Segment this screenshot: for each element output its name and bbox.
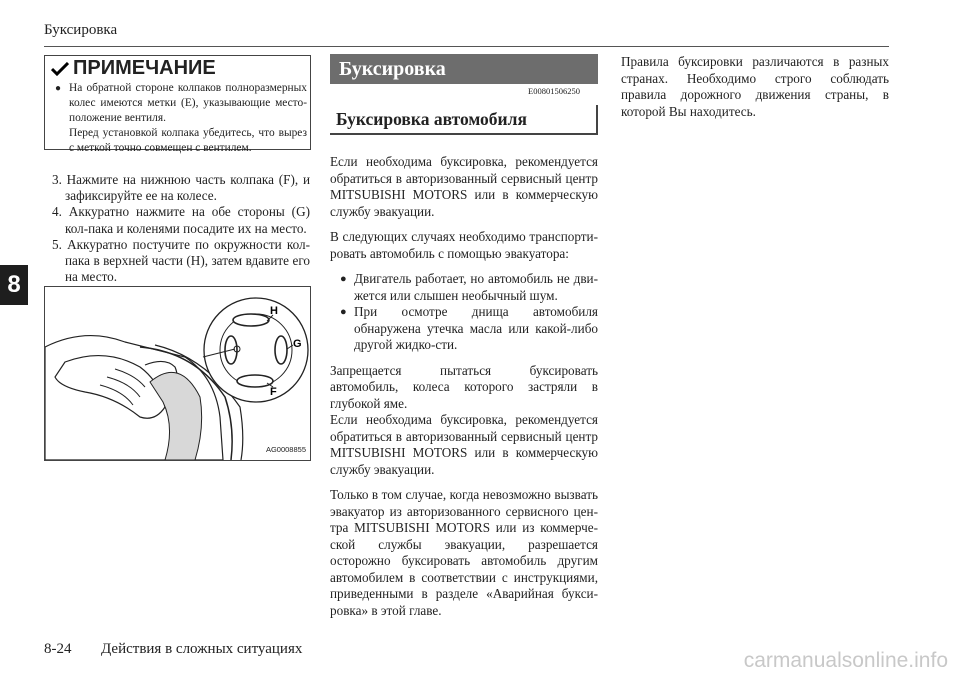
chapter-tab: 8 (0, 265, 28, 305)
bullet-item: ● Двигатель работает, но автомобиль не дви-жется или слышен необычный шум. (340, 271, 598, 304)
wheel-cover-figure (44, 286, 311, 461)
figure-label-g: G (293, 338, 302, 350)
figure-label-h: H (270, 305, 278, 317)
paragraph: Запрещается пытаться буксировать автомобиль, колеса которого застряли в глубокой яме. (330, 362, 598, 411)
checkmark-icon (51, 62, 69, 76)
section-heading: Буксировка (330, 54, 598, 84)
step-item: 3. Нажмите на нижнюю часть колпака (F), и зафиксируйте ее на колесе. (52, 172, 310, 204)
section-subheading: Буксировка автомобиля (330, 105, 598, 135)
paragraph: Если необходима буксировка, рекомендуется обратиться в авторизованный сервисный центр MITSUBISHI MOTORS или в коммерческую службу эвакуации. (330, 154, 598, 219)
page-footer (44, 641, 302, 658)
watermark: carmanualsonline.info (743, 649, 948, 672)
page-header-title: Буксировка (44, 22, 118, 38)
step-item: 4. Аккуратно нажмите на обе стороны (G) кол-пака и коленями посадите их на место. (52, 204, 310, 236)
step-item: 5. Аккуратно постучите по окружности кол-пака в верхней части (H), затем вдавите его на место. (52, 236, 310, 285)
note-box (44, 55, 311, 154)
figure-code: AG0008855 (265, 445, 306, 454)
bullet-item: ● При осмотре днища автомобиля обнаружена утечка масла или какой-либо другой жидко-сти. (340, 304, 598, 354)
paragraph: Если необходима буксировка, рекомендуется обратиться в авторизованный сервисный центр MITSUBISHI MOTORS или в коммерческую службу эвакуации. (330, 412, 598, 477)
note-title: ПРИМЕЧАНИЕ (73, 57, 216, 79)
chapter-title: Действия в сложных ситуациях (101, 641, 303, 657)
paragraph: Только в том случае, когда невозможно вызвать эвакуатор из авторизованного сервисного цен-тра MITSUBISHI MOTORS или из коммерче-ской службы эвакуации, разрешается осторожно буксировать автомобиль другим автомобилем в соответствии с инструкциями, приведенными в разделе «Аварийная букси-ровка» в этой главе. (330, 487, 598, 618)
paragraph: В следующих случаях необходимо транспорти-ровать автомобиль с помощью эвакуатора: (330, 229, 598, 261)
wheel-cover-illustration (45, 287, 310, 460)
bullet-list (340, 271, 598, 354)
steps-list (52, 172, 310, 285)
note-continuation: Перед установкой колпака убедитесь, что вырез с меткой точно совмещен с вентилем. (69, 127, 307, 154)
right-column-text (621, 54, 889, 129)
page-number: 8-24 (44, 641, 72, 657)
note-heading (51, 57, 216, 80)
paragraph: Правила буксировки различаются в разных странах. Необходимо строго соблюдать правила дорожного движения страны, в которой Вы находитесь. (621, 54, 889, 119)
figure-label-f: F (270, 386, 277, 398)
section-code: E00801506250 (528, 86, 580, 96)
note-bullet: ● На обратной стороне колпаков полноразмерных колес имеются метки (E), указывающие место-положение вентиля. (55, 81, 307, 126)
middle-column-text (330, 154, 598, 628)
header-divider (44, 46, 889, 47)
note-body (55, 81, 307, 156)
